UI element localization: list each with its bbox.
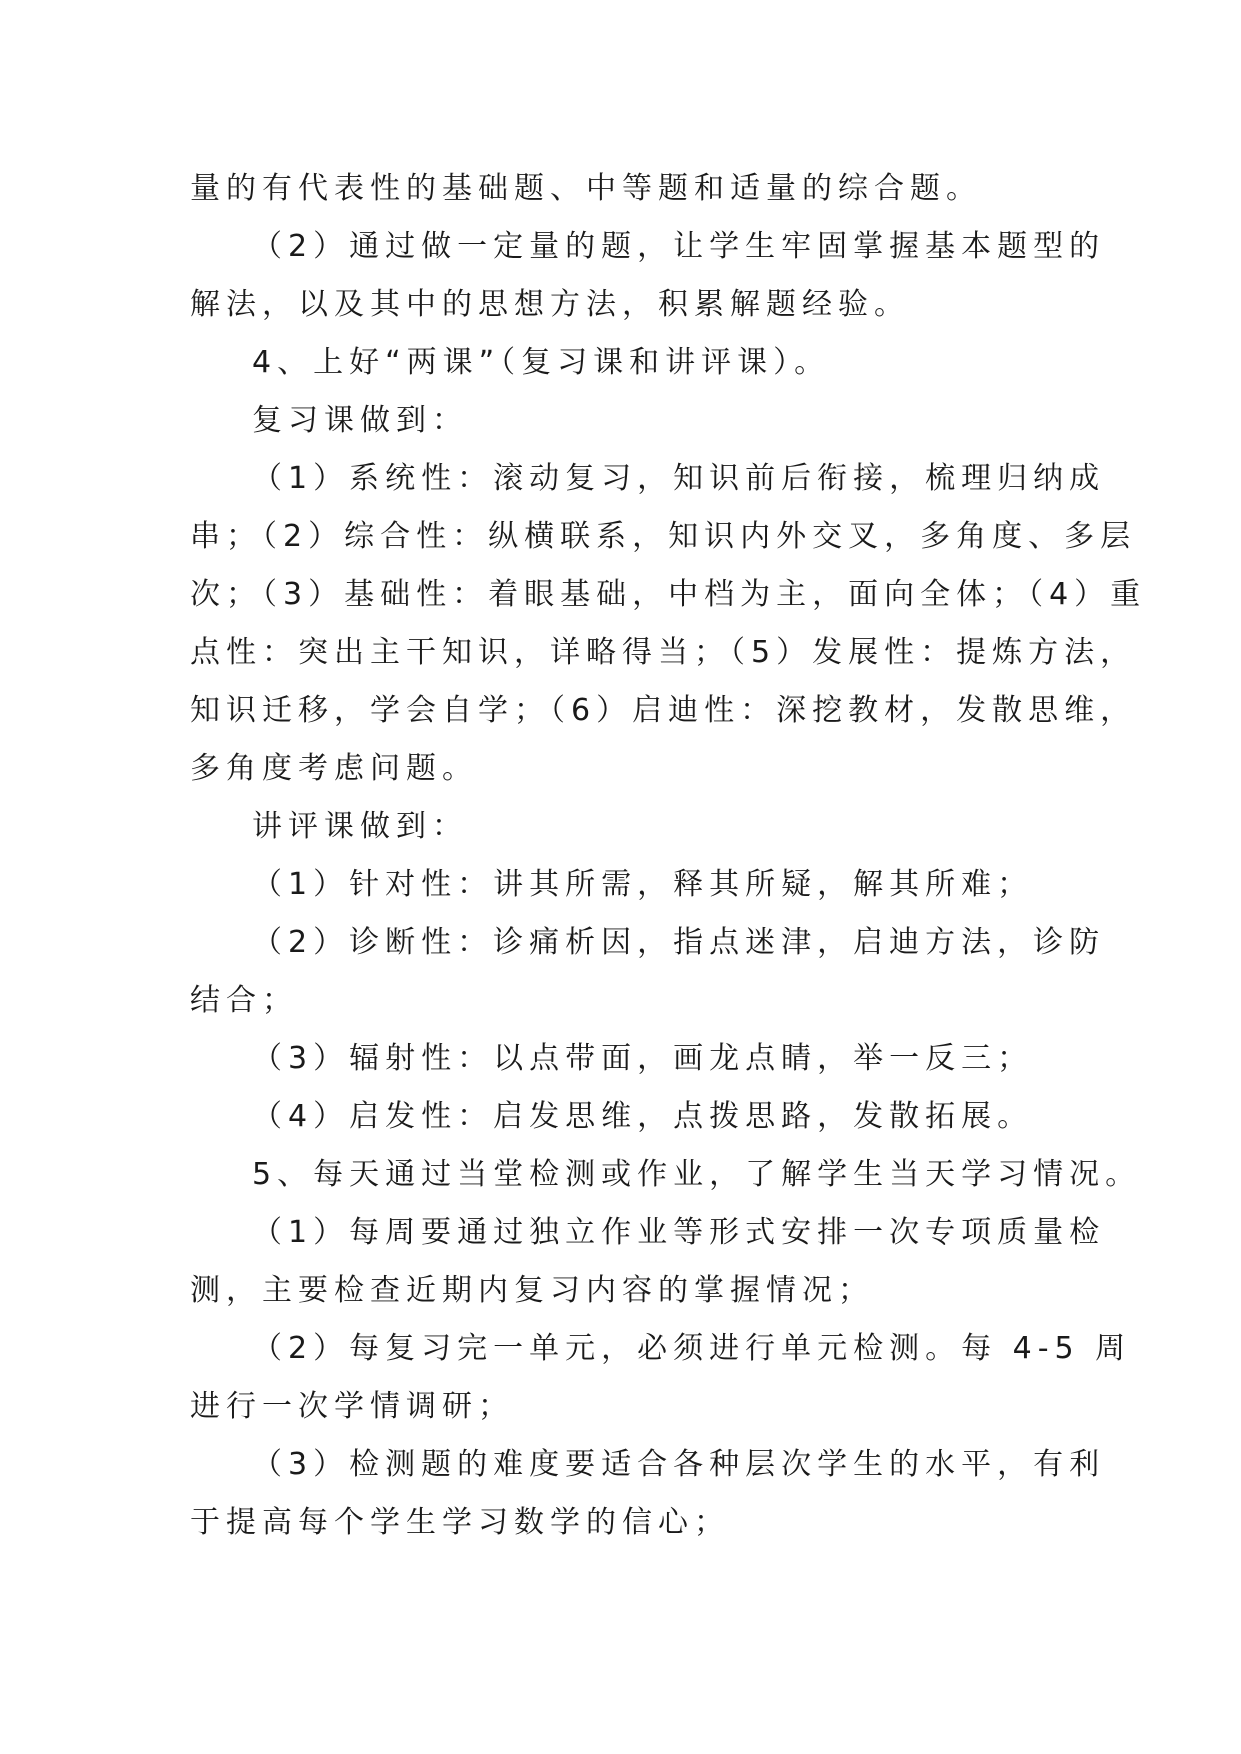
text-line: （4）启发性：启发思维，点拨思路，发散拓展。 <box>252 1099 1034 1134</box>
text-line: （1）针对性：讲其所需，释其所疑，解其所难； <box>252 867 1034 902</box>
text-line: （1）每周要通过独立作业等形式安排一次专项质量检 <box>252 1215 1106 1250</box>
subheading-comment-class: 讲评课做到： <box>252 809 468 844</box>
text-line: 点性：突出主干知识，详略得当；（5）发展性：提炼方法， <box>190 635 1137 670</box>
text-line: 测，主要检查近期内复习内容的掌握情况； <box>190 1273 874 1308</box>
subheading-review-class: 复习课做到： <box>252 403 468 438</box>
text-line: 解法，以及其中的思想方法，积累解题经验。 <box>190 287 910 322</box>
text-line: （1）系统性：滚动复习，知识前后衔接，梳理归纳成 <box>252 461 1106 496</box>
text-line: 于提高每个学生学习数学的信心； <box>190 1505 730 1540</box>
text-line: 知识迁移，学会自学；（6）启迪性：深挖教材，发散思维， <box>190 693 1137 728</box>
section-heading: 4、上好“两课”（复习课和讲评课）。 <box>252 345 831 380</box>
text-line: （2）诊断性：诊痛析因，指点迷津，启迪方法，诊防 <box>252 925 1106 960</box>
section-heading: 5、每天通过当堂检测或作业，了解学生当天学习情况。 <box>252 1157 1142 1192</box>
text-line: 进行一次学情调研； <box>190 1389 514 1424</box>
text-line: （2）通过做一定量的题，让学生牢固掌握基本题型的 <box>252 229 1106 264</box>
text-line: 多角度考虑问题。 <box>190 751 478 786</box>
text-line: 串；（2）综合性：纵横联系，知识内外交叉，多角度、多层 <box>190 519 1137 554</box>
text-line: 次；（3）基础性：着眼基础，中档为主，面向全体；（4）重 <box>190 577 1147 612</box>
text-line: （3）辐射性：以点带面，画龙点睛，举一反三； <box>252 1041 1034 1076</box>
text-line: 结合； <box>190 983 298 1018</box>
text-line: （3）检测题的难度要适合各种层次学生的水平，有利 <box>252 1447 1106 1482</box>
document-body <box>190 160 1147 1552</box>
text-line: （2）每复习完一单元，必须进行单元检测。每 4-5 周 <box>252 1331 1132 1366</box>
text-line: 量的有代表性的基础题、中等题和适量的综合题。 <box>190 171 982 206</box>
